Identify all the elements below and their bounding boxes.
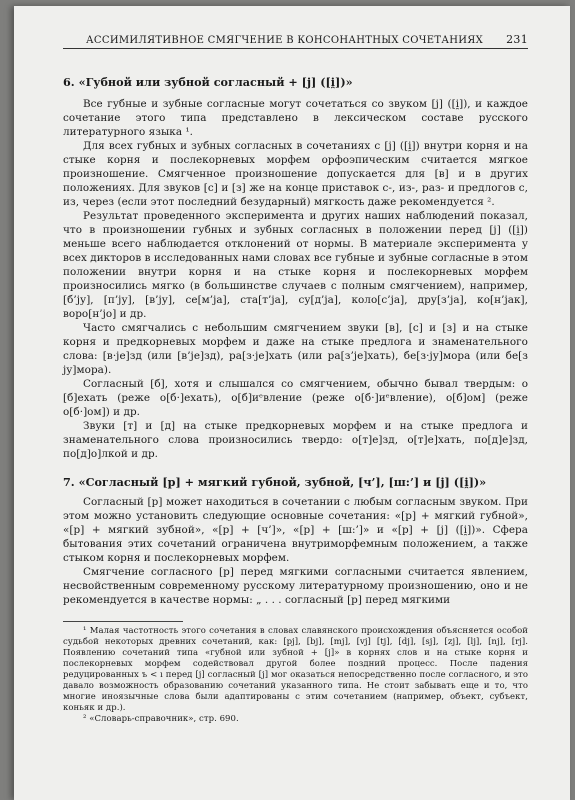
footnote-divider [63,621,183,622]
footnote: ² «Словарь-справочник», стр. 690. [83,714,239,724]
section-6-paragraph: Часто смягчались с небольшим смягчением звуки [в], [с] и [з] и на стыке корня и предкорневых морфем и даже на стыке предлога и знаменательного слова: [в·је]зд (или [в’је]зд), ра[з·је]хать (или ра[з’је]хать), бе[з·ју]мора (или бе[з ју]мора). [63,322,528,376]
section-7-paragraph: Согласный [р] может находиться в сочетании с любым согласным звуком. При этом можно установить следующие основные сочетания: «[р] + мягкий губной», «[р] + мягкий зубной», «[р] + [ч’]», «[р] + [ш:’]» и «[р] + [j] ([i̯])». Сфера бытования этих сочетаний ограничена внутриморфемным положением, а также стыком корня и послекорневых морфем. [63,496,528,564]
running-header-title: АССИМИЛЯТИВНОЕ СМЯГЧЕНИЕ В КОНСОНАНТНЫХ СОЧЕТАНИЯХ [86,35,484,46]
section-6-paragraph: Все губные и зубные согласные могут сочетаться со звуком [j] ([i̯]), и каждое сочетание этого типа представлено в лексическом составе русского литературного языка ¹. [63,98,528,138]
section-6-heading: 6. «Губной или зубной согласный + [j] ([i̯])» [63,75,353,89]
section-6-paragraph: Звуки [т] и [д] на стыке предкорневых морфем и на стыке предлога и знаменательного слова произносились твердо: о[т]е]зд, о[т]е]хать, по[д]е]зд, по[д]о]лкой и др. [63,420,528,460]
book-page [14,6,570,800]
section-6-paragraph: Согласный [б], хотя и слышался со смягчением, обычно бывал твердым: о [б]ехать (реже о[б·]ехать), о[б]иᵉвление (реже о[б·]иᵉвление), о[б]ом] (реже о[б·]ом]) и др. [63,378,528,418]
page-number: 231 [506,33,528,46]
section-6-paragraph: Результат проведенного эксперимента и других наших наблюдений показал, что в произношении губных и зубных согласных в положении перед [j] ([i̯]) меньше всего наблюдается отклонений от нормы. В материале эксперимента у всех дикторов в исследованных нами словах все губные и зубные согласные в этом положении внутри корня и на стыке корня и послекорневых морфем произносились мягко (в большинстве случаев с полным смягчением), например, [б’ју], [п’ју], [в’ју], се[м’ја], ста[т’ја], су[д’ја], коло[с’ја], дру[з’ја], ко[н’јак], воро[н’јо] и др. [63,210,528,320]
page-content [63,33,528,725]
running-header [63,33,528,49]
section-7-paragraph: Смягчение согласного [р] перед мягкими согласными считается явлением, несвойственным современному русскому литературному произношению, оно и не рекомендуется в качестве нормы: „ . . . согласный [р] перед мягкими [63,566,528,606]
section-7-heading: 7. «Согласный [р] + мягкий губной, зубной, [ч’], [ш:’] и [j] ([i̯])» [63,475,487,489]
footnote: ¹ Малая частотность этого сочетания в словах славянского происхождения объясняется особой судьбой некоторых древних сочетаний, как: [pj], [bj], [mj], [vj] [tj], [dj], [sj], [zj], [lj], [nj], [rj]. Появлению сочетаний типа «губной или зубной + [j]» в корнях слов и на стыке корня и послекорневых морфем содействовал другой более поздний процесс. После падения редуцированных ъ < ı перед [j] согласный [j] мог оказаться непосредственно после согласного, и это давало возможность образованию сочетаний указанного типа. Не стоит забывать еще и то, что многие иноязычные слова были адаптированы с этим сочетанием (например, объект, субъект, коньяк и др.). [63,626,528,713]
section-6-paragraph: Для всех губных и зубных согласных в сочетаниях с [j] ([i̯]) внутри корня и на стыке корня и послекорневых морфем орфоэпическим считается мягкое произношение. Смягченное произношение допускается для [в] и в других положениях. Для звуков [с] и [з] же на конце приставок с-, из-, раз- и предлогов с, из, через (если этот последний безударный) мягкость даже рекомендуется ². [63,140,528,208]
